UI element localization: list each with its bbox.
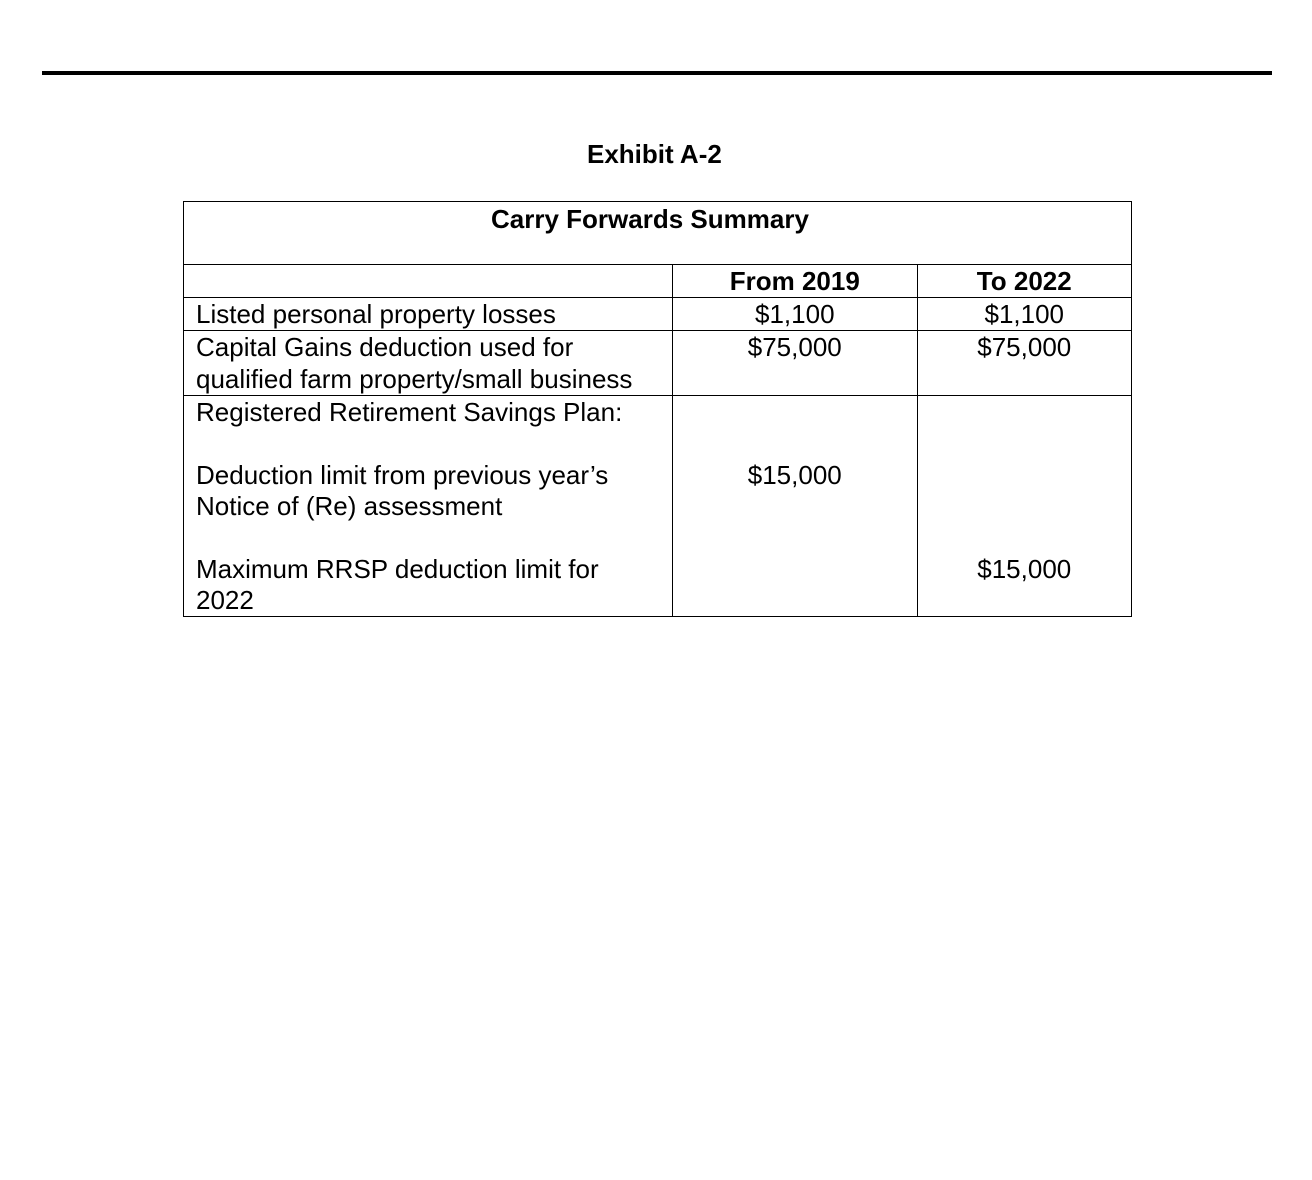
header-label-cell (184, 265, 673, 298)
table-row (184, 396, 1132, 617)
capital-gains-line-1: Capital Gains deduction used for (196, 332, 574, 362)
rrsp-max-line-2: 2022 (196, 585, 254, 615)
value-from-cg-text: $75,000 (747, 332, 842, 362)
caption-row (184, 202, 1132, 265)
value-to-lpp: $1,100 (917, 298, 1131, 331)
header-row (184, 265, 1132, 298)
value-from-rrsp (673, 396, 918, 617)
header-to-text: To 2022 (976, 266, 1072, 296)
value-from-lpp (673, 298, 918, 331)
capital-gains-line-2: qualified farm property/small business (196, 364, 633, 394)
table-row (184, 331, 1132, 396)
rrsp-deduction-from-value: $15,000 (747, 460, 842, 490)
rrsp-max-to-value: $15,000 (977, 554, 1072, 584)
rrsp-deduction-line-1: Deduction limit from previous year’s (196, 460, 609, 490)
header-to-2022 (917, 265, 1131, 298)
row-label-rrsp (184, 396, 673, 617)
value-from-lpp-text: $1,100 (755, 299, 835, 329)
top-rule (42, 71, 1272, 75)
table-caption: Carry Forwards Summary (491, 204, 809, 234)
row-label-capital-gains (184, 331, 673, 396)
rrsp-deduction-line-2: Notice of (Re) assessment (196, 491, 503, 521)
table-row (184, 298, 1132, 331)
header-from-2019 (673, 265, 918, 298)
carry-forwards-table (183, 201, 1132, 617)
header-from-text: From 2019 (729, 266, 860, 296)
rrsp-heading: Registered Retirement Savings Plan: (196, 397, 623, 427)
value-to-capital-gains: $75,000 (917, 331, 1131, 396)
value-to-rrsp (917, 396, 1131, 617)
value-from-capital-gains (673, 331, 918, 396)
caption-cell (184, 202, 1132, 265)
exhibit-title: Exhibit A-2 (587, 139, 722, 169)
rrsp-max-line-1: Maximum RRSP deduction limit for (196, 554, 599, 584)
row-label-listed-personal-property: Listed personal property losses (184, 298, 673, 331)
